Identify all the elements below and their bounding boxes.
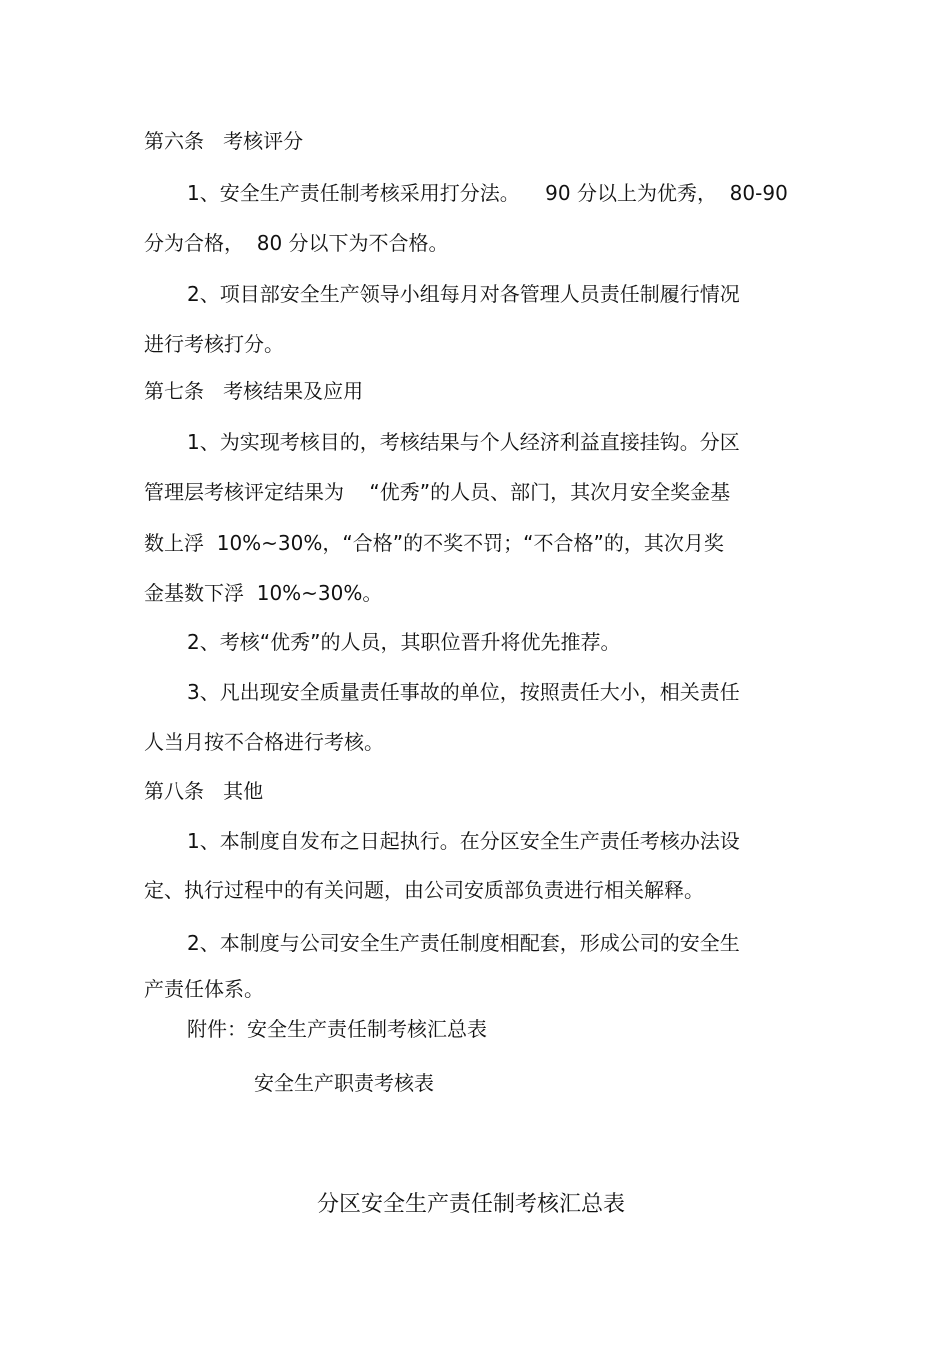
article-8-item-2-line-2: 产责任体系。 (144, 977, 264, 1001)
article-6-heading: 第六条 考核评分 (144, 129, 304, 153)
attachment-line-1: 附件：安全生产责任制考核汇总表 (187, 1017, 487, 1041)
article-7-item-1-line-4: 金基数下浮 10%~30%。 (144, 581, 383, 605)
article-6-item-1-line-1: 1、安全生产责任制考核采用打分法。 90 分以上为优秀， 80-90 (187, 181, 788, 205)
article-7-item-1-line-3: 数上浮 10%~30%，“合格”的不奖不罚；“不合格”的，其次月奖 (144, 531, 724, 555)
article-6-item-2-line-1: 2、项目部安全生产领导小组每月对各管理人员责任制履行情况 (187, 282, 740, 306)
article-7-item-2-line-1: 2、考核“优秀”的人员，其职位晋升将优先推荐。 (187, 630, 621, 654)
attachment-line-2: 安全生产职责考核表 (254, 1071, 434, 1095)
summary-table-title: 分区安全生产责任制考核汇总表 (317, 1192, 626, 1217)
article-7-heading: 第七条 考核结果及应用 (144, 379, 364, 403)
article-8-item-1-line-2: 定、执行过程中的有关问题，由公司安质部负责进行相关解释。 (144, 878, 704, 902)
article-8-heading: 第八条 其他 (144, 779, 264, 803)
article-7-item-1-line-1: 1、为实现考核目的，考核结果与个人经济利益直接挂钩。分区 (187, 430, 740, 454)
article-6-item-2-line-2: 进行考核打分。 (144, 332, 284, 356)
article-6-item-1-line-2: 分为合格， 80 分以下为不合格。 (144, 231, 449, 255)
article-8-item-1-line-1: 1、本制度自发布之日起执行。在分区安全生产责任考核办法设 (187, 829, 740, 853)
article-7-item-3-line-2: 人当月按不合格进行考核。 (144, 730, 384, 754)
article-8-item-2-line-1: 2、本制度与公司安全生产责任制度相配套，形成公司的安全生 (187, 931, 740, 955)
article-7-item-1-line-2: 管理层考核评定结果为 “优秀”的人员、部门，其次月安全奖金基 (144, 480, 731, 504)
article-7-item-3-line-1: 3、凡出现安全质量责任事故的单位，按照责任大小，相关责任 (187, 680, 740, 704)
